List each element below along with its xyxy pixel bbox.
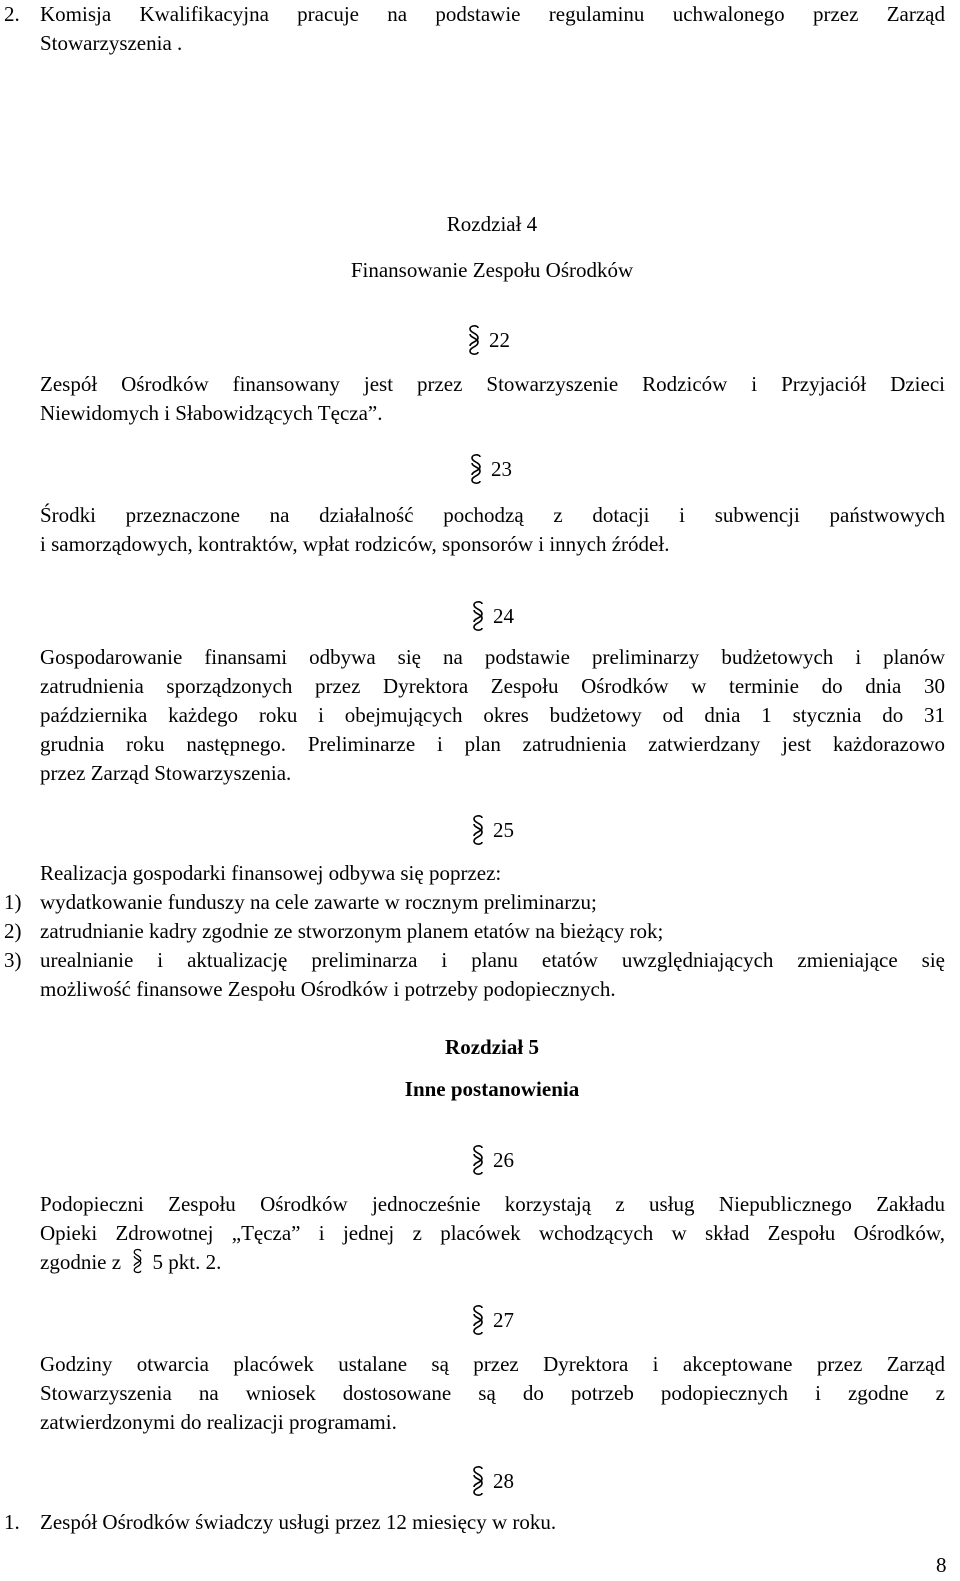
list-number: 1) bbox=[4, 890, 22, 914]
section-number: 27 bbox=[493, 1308, 514, 1332]
section-mark-icon bbox=[469, 1465, 487, 1497]
list-number: 2) bbox=[4, 919, 22, 943]
section-26-line2: Opieki Zdrowotnej „Tęcza” i jednej z placówek wchodzących w skład Zespołu Ośrodków, bbox=[40, 1221, 945, 1245]
list-number: 1. bbox=[4, 1510, 20, 1534]
section-number: 28 bbox=[493, 1469, 514, 1493]
section-23-line1: Środki przeznaczone na działalność pochodzą z dotacji i subwencji państwowych bbox=[40, 503, 945, 527]
section-27-line3: zatwierdzonymi do realizacji programami. bbox=[40, 1410, 397, 1434]
section-mark-icon bbox=[467, 453, 485, 485]
section-26-line3: zgodnie z 5 pkt. 2. bbox=[40, 1250, 222, 1274]
section-23-line2: i samorządowych, kontraktów, wpłat rodziców, sponsorów i innych źródeł. bbox=[40, 532, 670, 556]
section-number: 23 bbox=[491, 457, 512, 481]
chapter-subtitle: Finansowanie Zespołu Ośrodków bbox=[350, 258, 634, 282]
list-number: 2. bbox=[4, 2, 20, 26]
section-mark-icon bbox=[469, 814, 487, 846]
section-24-line4: grudnia roku następnego. Preliminarze i plan zatrudnienia zatwierdzany jest każdorazowo bbox=[40, 732, 945, 756]
section-mark-icon bbox=[130, 1248, 145, 1274]
list-item-continued: możliwość finansowe Zespołu Ośrodków i potrzeby podopiecznych. bbox=[40, 977, 616, 1001]
section-22-line2: Niewidomych i Słabowidzących Tęcza”. bbox=[40, 401, 383, 425]
section-27-line1: Godziny otwarcia placówek ustalane są przez Dyrektora i akceptowane przez Zarząd bbox=[40, 1352, 945, 1376]
list-item: wydatkowanie funduszy na cele zawarte w rocznym preliminarzu; bbox=[40, 890, 597, 914]
section-26-line1: Podopieczni Zespołu Ośrodków jednocześnie korzystają z usług Niepublicznego Zakładu bbox=[40, 1192, 945, 1216]
section-number: 22 bbox=[489, 328, 510, 352]
section-24-line5: przez Zarząd Stowarzyszenia. bbox=[40, 761, 292, 785]
section-number: 25 bbox=[493, 818, 514, 842]
chapter-subtitle: Inne postanowienia bbox=[404, 1077, 580, 1101]
section-mark-icon bbox=[469, 1144, 487, 1176]
section-number: 26 bbox=[493, 1148, 514, 1172]
top-item-line2: Stowarzyszenia . bbox=[40, 31, 183, 55]
section-mark-icon bbox=[465, 324, 483, 356]
section-number: 24 bbox=[493, 604, 514, 628]
chapter-title: Rozdział 4 bbox=[446, 212, 538, 236]
list-item: Zespół Ośrodków świadczy usługi przez 12 miesięcy w roku. bbox=[40, 1510, 557, 1534]
section-25-intro: Realizacja gospodarki finansowej odbywa się poprzez: bbox=[40, 861, 502, 885]
section-27-line2: Stowarzyszenia na wniosek dostosowane są do potrzeb podopiecznych i zgodne z bbox=[40, 1381, 945, 1405]
list-item: zatrudnianie kadry zgodnie ze stworzonym planem etatów na bieżący rok; bbox=[40, 919, 664, 943]
page-number: 8 bbox=[936, 1553, 947, 1577]
list-number: 3) bbox=[4, 948, 22, 972]
section-24-line1: Gospodarowanie finansami odbywa się na podstawie preliminarzy budżetowych i planów bbox=[40, 645, 945, 669]
top-item-line1: Komisja Kwalifikacyjna pracuje na podstawie regulaminu uchwalonego przez Zarząd bbox=[40, 2, 945, 26]
section-24-line3: października każdego roku i obejmujących okres budżetowy od dnia 1 stycznia do 31 bbox=[40, 703, 945, 727]
section-mark-icon bbox=[469, 600, 487, 632]
section-24-line2: zatrudnienia sporządzonych przez Dyrektora Zespołu Ośrodków w terminie do dnia 30 bbox=[40, 674, 945, 698]
section-22-line1: Zespół Ośrodków finansowany jest przez Stowarzyszenie Rodziców i Przyjaciół Dzieci bbox=[40, 372, 945, 396]
section-mark-icon bbox=[469, 1304, 487, 1336]
chapter-title: Rozdział 5 bbox=[445, 1035, 539, 1059]
list-item: urealnianie i aktualizację preliminarza i planu etatów uwzględniających zmieniające się bbox=[40, 948, 945, 972]
